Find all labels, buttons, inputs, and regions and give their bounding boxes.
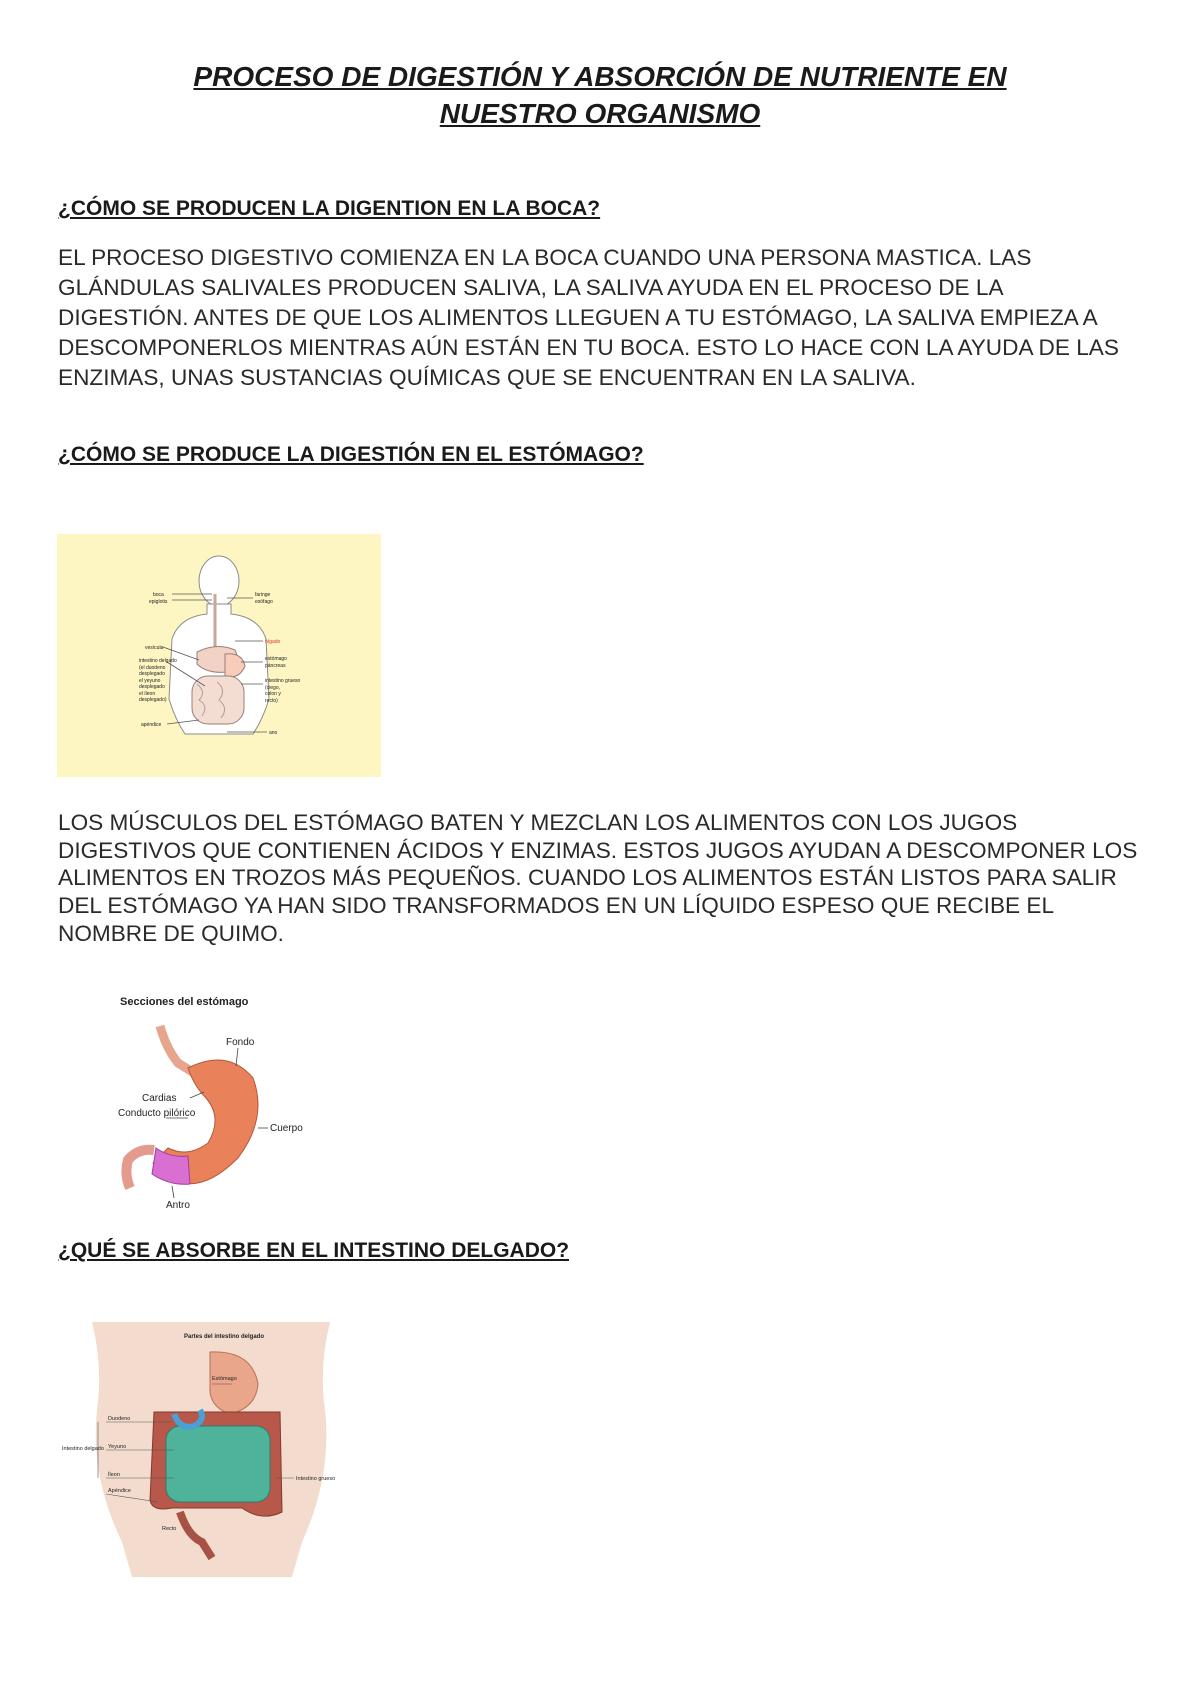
label-antro: Antro: [166, 1200, 190, 1211]
duodenum-shape: [126, 1150, 154, 1188]
stomach-sections-figure: [108, 988, 348, 1233]
document-title: [60, 58, 1140, 132]
label-intestino-grueso: intestino grueso: [265, 678, 301, 684]
label-duodeno: Duodeno: [108, 1416, 131, 1422]
label-recto: Recto: [162, 1526, 177, 1532]
intestine-figure-title: Partes del intestino delgado: [184, 1334, 265, 1340]
digestive-system-figure: [57, 534, 381, 777]
label-intestino-delgado: intestino delgado: [139, 658, 177, 664]
label-colon: colon y: [265, 691, 281, 697]
label-estomago: Estómago: [212, 1376, 237, 1382]
label-apendice: apéndice: [141, 722, 162, 728]
label-fondo: Fondo: [226, 1037, 255, 1048]
label-intestino-delgado: Intestino delgado: [62, 1446, 104, 1452]
label-cardias: Cardias: [142, 1093, 177, 1104]
label-pancreas: páncreas: [265, 663, 286, 669]
section-heading-intestino: ¿QUÉ SE ABSORBE EN EL INTESTINO DELGADO?: [58, 1239, 570, 1262]
label-ciego: (ciego,: [265, 685, 281, 691]
small-intestine-shape: [166, 1426, 270, 1502]
label-estomago: estómago: [265, 656, 287, 662]
paragraph-estomago: LOS MÚSCULOS DEL ESTÓMAGO BATEN Y MEZCLAN LOS ALIMENTOS CON LOS JUGOS DIGESTIVOS QUE CONTIENEN ÁCIDOS Y ENZIMAS. ESTOS JUGOS AYUDAN A DESCOMPONER LOS ALIMENTOS EN TROZOS MÁS PEQUEÑOS. CUANDO LOS ALIMENTOS ESTÁN LISTOS PARA SALIR DEL ESTÓMAGO YA HAN SIDO TRANSFORMADOS EN UN LÍQUIDO ESPESO QUE RECIBE EL NOMBRE DE QUIMO.: [58, 810, 1138, 946]
title-line-1: PROCESO DE DIGESTIÓN Y ABSORCIÓN DE NUTRIENTE EN: [193, 61, 1007, 92]
label-intestino-grueso: Intestino grueso: [296, 1476, 336, 1482]
label-ileon: el íleon: [139, 691, 156, 697]
title-line-2: NUESTRO ORGANISMO: [439, 98, 761, 129]
section-heading-boca: ¿CÓMO SE PRODUCEN LA DIGENTION EN LA BOCA?: [58, 197, 601, 220]
label-yeyuno: Yeyuno: [108, 1444, 127, 1450]
label-desplegado-2: desplegado: [139, 684, 165, 690]
label-apendice: Apéndice: [108, 1488, 131, 1494]
section-heading-estomago: ¿CÓMO SE PRODUCE LA DIGESTIÓN EN EL ESTÓMAGO?: [58, 443, 644, 466]
stomach-figure-title: Secciones del estómago: [120, 996, 249, 1008]
label-desplegado-3: desplegado): [139, 697, 167, 703]
label-vesicula: vesícula: [145, 645, 164, 651]
small-intestine-figure: [62, 1322, 352, 1577]
paragraph-boca: EL PROCESO DIGESTIVO COMIENZA EN LA BOCA CUANDO UNA PERSONA MASTICA. LAS GLÁNDULAS SALIVALES PRODUCEN SALIVA, LA SALIVA AYUDA EN EL PROCESO DE LA DIGESTIÓN. ANTES DE QUE LOS ALIMENTOS LLEGUEN A TU ESTÓMAGO, LA SALIVA EMPIEZA A DESCOMPONERLOS MIENTRAS AÚN ESTÁN EN TU BOCA. ESTO LO HACE CON LA AYUDA DE LAS ENZIMAS, UNAS SUSTANCIAS QUÍMICAS QUE SE ENCUENTRAN EN LA SALIVA.: [58, 245, 1119, 390]
label-ileon: Íleon: [108, 1472, 120, 1478]
label-cuerpo: Cuerpo: [270, 1123, 303, 1134]
label-esofago: esófago: [255, 599, 273, 605]
label-recto: recto): [265, 698, 278, 704]
label-desplegado-1: desplegado: [139, 671, 165, 677]
label-ano: ano: [269, 730, 278, 736]
label-duodeno: (el duodeno: [139, 665, 166, 671]
esophagus-shape: [160, 1026, 194, 1073]
label-higado: hígado: [265, 639, 281, 645]
label-epiglotis: epiglotis: [149, 599, 168, 605]
label-yeyuno: el yeyuno: [139, 678, 161, 684]
label-faringe: faringe: [255, 592, 271, 598]
label-boca: boca: [153, 592, 164, 598]
head-shape: [199, 556, 239, 606]
label-conducto-pilorico: Conducto pilórico: [118, 1108, 196, 1119]
